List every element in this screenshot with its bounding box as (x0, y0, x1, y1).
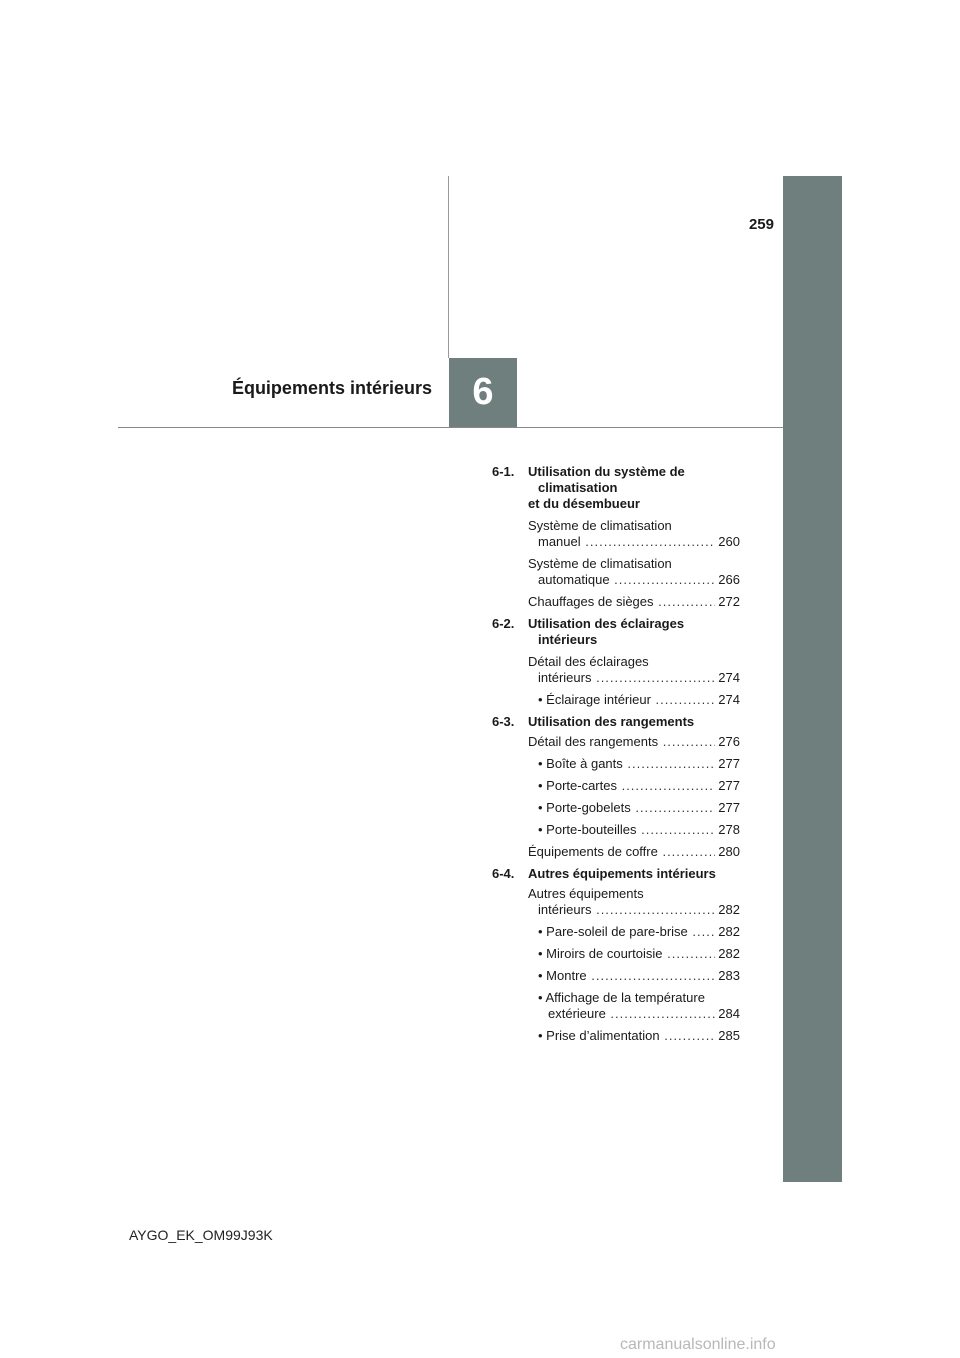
toc-entry[interactable]: • Affichage de la température extérieure ..... 284 (492, 990, 740, 1022)
toc-entry[interactable]: Système de climatisation manuel ..... 260 (492, 518, 740, 550)
toc-entry[interactable]: Système de climatisation automatique ..... 266 (492, 556, 740, 588)
toc-entry[interactable]: Autres équipements intérieurs ..... 282 (492, 886, 740, 918)
toc-entry[interactable]: Détail des éclairages intérieurs ..... 274 (492, 654, 740, 686)
toc-section-6-4[interactable]: 6-4. Autres équipements intérieurs (492, 866, 716, 881)
toc-entry[interactable]: Détail des rangements ..... 276 (492, 734, 740, 750)
toc-page-number: 274 (715, 692, 740, 708)
toc-entry[interactable]: • Porte-bouteilles ..... 278 (492, 822, 740, 838)
toc-page-number: 282 (715, 902, 740, 918)
toc-page-number: 260 (715, 534, 740, 550)
toc-entry[interactable]: • Prise d’alimentation ..... 285 (492, 1028, 740, 1044)
toc-section-6-3[interactable]: 6-3. Utilisation des rangements (492, 714, 695, 729)
toc-page-number: 280 (715, 844, 740, 860)
toc-entry[interactable]: • Boîte à gants ..... 277 (492, 756, 740, 772)
toc-section-6-2[interactable]: 6-2. Utilisation des éclairages intérieurs (492, 616, 685, 647)
toc-page-number: 276 (715, 734, 740, 750)
toc-page-number: 278 (715, 822, 740, 838)
toc-entry[interactable]: • Pare-soleil de pare-brise ..... 282 (492, 924, 740, 940)
toc-page-number: 277 (715, 756, 740, 772)
toc-entry[interactable]: Équipements de coffre ..... 280 (492, 844, 740, 860)
toc-entry[interactable]: • Montre ..... 283 (492, 968, 740, 984)
toc-page-number: 282 (715, 924, 740, 940)
toc-page-number: 285 (715, 1028, 740, 1044)
toc-entry[interactable]: Chauffages de sièges ..... 272 (492, 594, 740, 610)
chapter-side-tab (783, 176, 842, 1182)
toc-section-6-1[interactable]: 6-1. Utilisation du système de climatisation et du désembueur (492, 464, 685, 511)
header-vertical-rule (448, 176, 449, 358)
document-code-footer: AYGO_EK_OM99J93K (129, 1227, 273, 1243)
page-number: 259 (748, 216, 774, 233)
watermark: carmanualsonline.info (620, 1336, 776, 1353)
toc-page-number: 282 (715, 946, 740, 962)
toc-page-number: 274 (715, 670, 740, 686)
toc-page-number: 277 (715, 800, 740, 816)
table-of-contents (492, 460, 740, 1044)
header-horizontal-rule (118, 427, 783, 428)
toc-page-number: 266 (715, 572, 740, 588)
toc-page-number: 283 (715, 968, 740, 984)
toc-page-number: 272 (715, 594, 740, 610)
chapter-title: Équipements intérieurs (231, 378, 432, 398)
toc-page-number: 284 (715, 1006, 740, 1022)
toc-entry[interactable]: • Porte-cartes ..... 277 (492, 778, 740, 794)
chapter-number-box: 6 (449, 358, 517, 427)
toc-entry[interactable]: • Porte-gobelets ..... 277 (492, 800, 740, 816)
toc-entry[interactable]: • Éclairage intérieur ..... 274 (492, 692, 740, 708)
toc-entry[interactable]: • Miroirs de courtoisie ..... 282 (492, 946, 740, 962)
toc-page-number: 277 (715, 778, 740, 794)
